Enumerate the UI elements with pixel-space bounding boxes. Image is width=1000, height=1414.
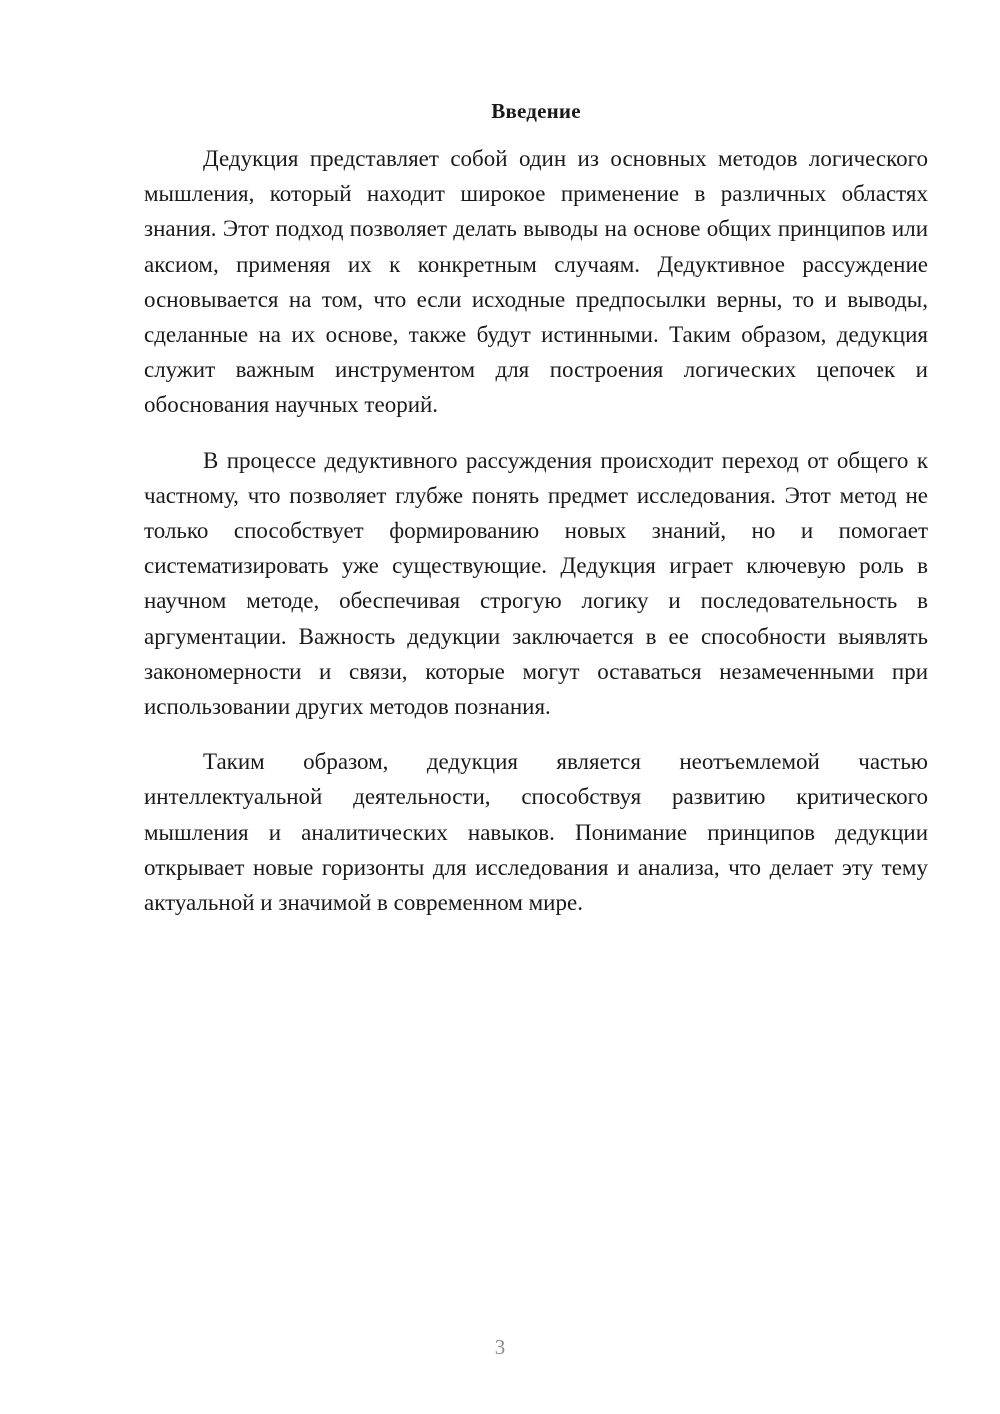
paragraph-3: Таким образом, дедукция является неотъемлемой частью интеллектуальной деятельности, способствуя развитию критического мышления и аналитических навыков. Понимание принципов дедукции открывает новые горизонты для исследования и анализа, что делает эту тему актуальной и значимой в современном мире. (144, 749, 928, 916)
section-heading: Введение (491, 99, 581, 123)
paragraph-1: Дедукция представляет собой один из основных методов логического мышления, который находит широкое применение в различных областях знания. Этот подход позволяет делать выводы на основе общих принципов или аксиом, применяя их к конкретным случаям. Дедуктивное рассуждение основывается на том, что если исходные предпосылки верны, то и выводы, сделанные на их основе, также будут истинными. Таким образом, дедукция служит важным инструментом для построения логических цепочек и обоснования научных теорий. (144, 146, 928, 418)
paragraph-2: В процессе дедуктивного рассуждения происходит переход от общего к частному, что позволяет глубже понять предмет исследования. Этот метод не только способствует формированию новых знаний, но и помогает систематизировать уже существующие. Дедукция играет ключевую роль в научном методе, обеспечивая строгую логику и последовательность в аргументации. Важность дедукции заключается в ее способности выявлять закономерности и связи, которые могут оставаться незамеченными при использовании других методов познания. (144, 447, 928, 720)
page-body (144, 96, 928, 940)
page-number: 3 (494, 1335, 506, 1359)
